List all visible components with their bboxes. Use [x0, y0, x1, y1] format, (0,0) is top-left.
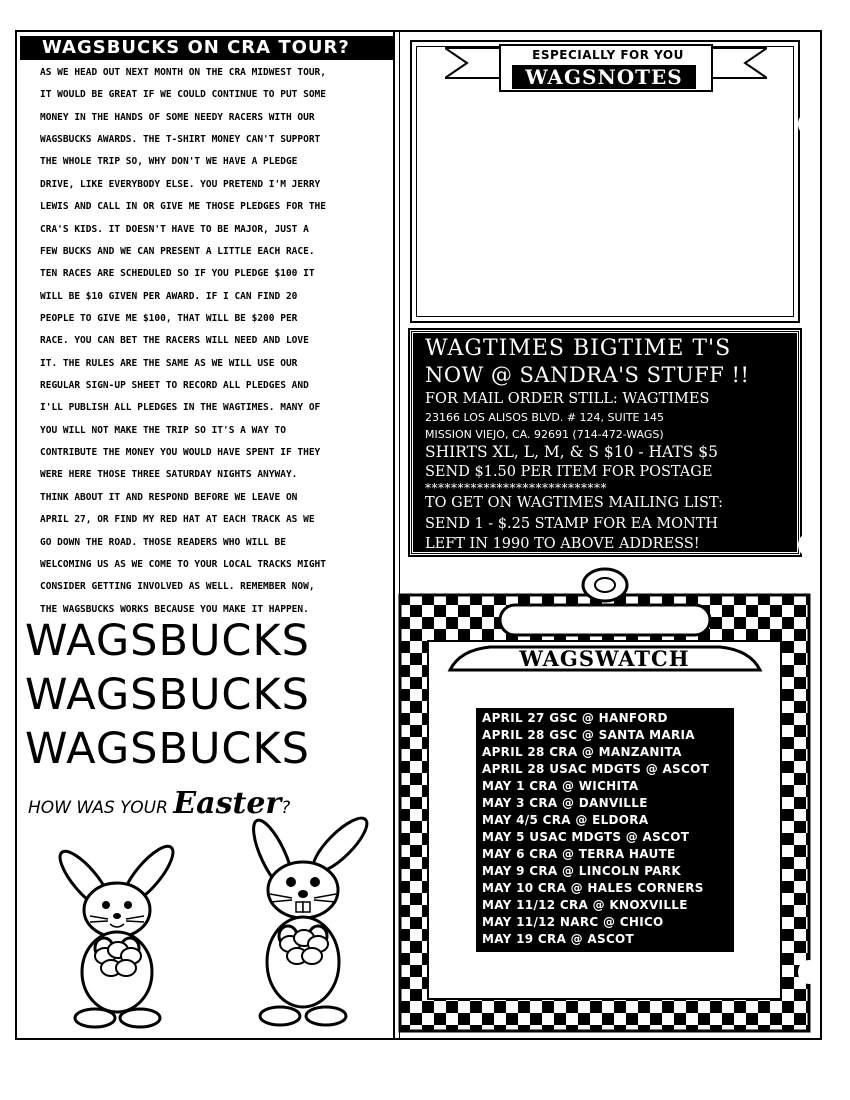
article-line: APRIL 27, OR FIND MY RED HAT AT EACH TRACK AS WE [40, 514, 315, 526]
ad-line: MISSION VIEJO, CA. 92691 (714-472-WAGS) [425, 428, 664, 441]
ad-headline: WAGTIMES BIGTIME T'S [425, 336, 732, 361]
schedule-item: • MAY 6 CRA @ TERRA HAUTE [482, 847, 675, 861]
ad-subheadline: NOW @ SANDRA'S STUFF !! [425, 363, 750, 387]
article-line: AS WE HEAD OUT NEXT MONTH ON THE CRA MIDWEST TOUR, [40, 67, 326, 78]
ad-line: LEFT IN 1990 TO ABOVE ADDRESS! [425, 536, 700, 552]
schedule-item: • MAY 11/12 NARC @ CHICO [482, 915, 664, 929]
schedule-item: • APRIL 28 USAC MDGTS @ ASCOT [482, 762, 709, 776]
schedule-item: • APRIL 27 GSC @ HANFORD [482, 711, 668, 725]
schedule-item: • MAY 19 CRA @ ASCOT [482, 932, 634, 946]
wagsbucks-banner-word: WAGSBUCKS [25, 724, 310, 774]
article-line: IT. THE RULES ARE THE SAME AS WE WILL USE OUR [40, 357, 298, 369]
article-line: DRIVE, LIKE EVERYBODY ELSE. YOU PRETEND I'M JERRY [40, 178, 321, 190]
schedule-item: • APRIL 28 GSC @ SANTA MARIA [482, 728, 695, 742]
wagsbucks-banner-word: WAGSBUCKS [25, 670, 310, 720]
hole-punch [798, 960, 820, 984]
ad-line: SHIRTS XL, L, M, & S $10 - HATS $5 [425, 443, 719, 461]
ad-divider: **************************** [425, 481, 607, 495]
article-line: PEOPLE TO GIVE ME $100, THAT WILL BE $200 PER [40, 312, 298, 324]
article-line: REGULAR SIGN-UP SHEET TO RECORD ALL PLEDGES AND [40, 380, 309, 392]
article-line: THE WHOLE TRIP SO, WHY DON'T WE HAVE A PLEDGE [40, 156, 298, 168]
article-line: THE WAGSBUCKS WORKS BECAUSE YOU MAKE IT HAPPEN. [40, 603, 309, 615]
article-line: GO DOWN THE ROAD. THOSE READERS WHO WILL BE [40, 536, 286, 548]
hole-punch [798, 533, 820, 557]
article-line: WILL BE $10 GIVEN PER AWARD. IF I CAN FIND 20 [40, 290, 298, 302]
article-line: TEN RACES ARE SCHEDULED SO IF YOU PLEDGE $100 IT [40, 268, 315, 280]
schedule-item: • MAY 5 USAC MDGTS @ ASCOT [482, 830, 689, 844]
schedule-item: • MAY 9 CRA @ LINCOLN PARK [482, 864, 681, 878]
article-line: FEW BUCKS AND WE CAN PRESENT A LITTLE EACH RACE. [40, 245, 315, 257]
article-line: I'LL PUBLISH ALL PLEDGES IN THE WAGTIMES. MANY OF [40, 402, 321, 414]
ad-line: TO GET ON WAGTIMES MAILING LIST: [425, 495, 724, 511]
easter-bunny-right-icon [228, 810, 378, 1030]
schedule-item: • MAY 11/12 CRA @ KNOXVILLE [482, 898, 688, 912]
ad-line: SEND $1.50 PER ITEM FOR POSTAGE [425, 464, 713, 480]
article-line: CONSIDER GETTING INVOLVED AS WELL. REMEMBER NOW, [40, 581, 315, 593]
schedule-item: • MAY 3 CRA @ DANVILLE [482, 796, 648, 810]
wagsbucks-banner-word: WAGSBUCKS [25, 616, 310, 666]
article-line: CONTRIBUTE THE MONEY YOU WOULD HAVE SPENT IF THEY [40, 447, 321, 459]
article-line: YOU WILL NOT MAKE THE TRIP SO IT'S A WAY TO [40, 424, 286, 436]
hole-punch [798, 112, 820, 136]
wagsbucks-article [40, 62, 390, 621]
article-line: WERE HERE THOSE THREE SATURDAY NIGHTS ANYWAY. [40, 469, 298, 481]
article-line: WAGSBUCKS AWARDS. THE T-SHIRT MONEY CAN'T SUPPORT [40, 134, 321, 146]
schedule-item: • MAY 4/5 CRA @ ELDORA [482, 813, 648, 827]
easter-bunny-left-icon [40, 840, 190, 1030]
easter-prefix: HOW WAS YOUR [28, 798, 168, 818]
schedule-item: • APRIL 28 CRA @ MANZANITA [482, 745, 682, 759]
easter-word: Easter [173, 786, 282, 821]
wagsnotes-subtitle: ESPECIALLY FOR YOU [532, 48, 684, 62]
article-line: CRA'S KIDS. IT DOESN'T HAVE TO BE MAJOR, JUST A [40, 223, 309, 235]
ad-line: SEND 1 - $.25 STAMP FOR EA MONTH [425, 516, 719, 532]
wagsbucks-tour-title: WAGSBUCKS ON CRA TOUR? [20, 36, 393, 60]
article-line: MONEY IN THE HANDS OF SOME NEEDY RACERS WITH OUR [40, 111, 315, 123]
schedule-item: • MAY 10 CRA @ HALES CORNERS [482, 881, 704, 895]
wagsnotes-title: WAGSNOTES [512, 65, 696, 89]
article-line: WELCOMING US AS WE COME TO YOUR LOCAL TRACKS MIGHT [40, 558, 326, 570]
article-line: LEWIS AND CALL IN OR GIVE ME THOSE PLEDGES FOR THE [40, 201, 326, 213]
ad-line: 23166 LOS ALISOS BLVD. # 124, SUITE 145 [425, 411, 664, 424]
wagswatch-title: WAGSWATCH [519, 646, 690, 671]
ad-line: FOR MAIL ORDER STILL: WAGTIMES [425, 391, 710, 407]
race-schedule [476, 708, 734, 952]
easter-suffix: ? [281, 798, 291, 818]
article-line: IT WOULD BE GREAT IF WE COULD CONTINUE TO PUT SOME [40, 89, 326, 101]
article-line: THINK ABOUT IT AND RESPOND BEFORE WE LEAVE ON [40, 491, 298, 503]
schedule-item: • MAY 1 CRA @ WICHITA [482, 779, 638, 793]
article-line: RACE. YOU CAN BET THE RACERS WILL NEED AND LOVE [40, 335, 309, 347]
